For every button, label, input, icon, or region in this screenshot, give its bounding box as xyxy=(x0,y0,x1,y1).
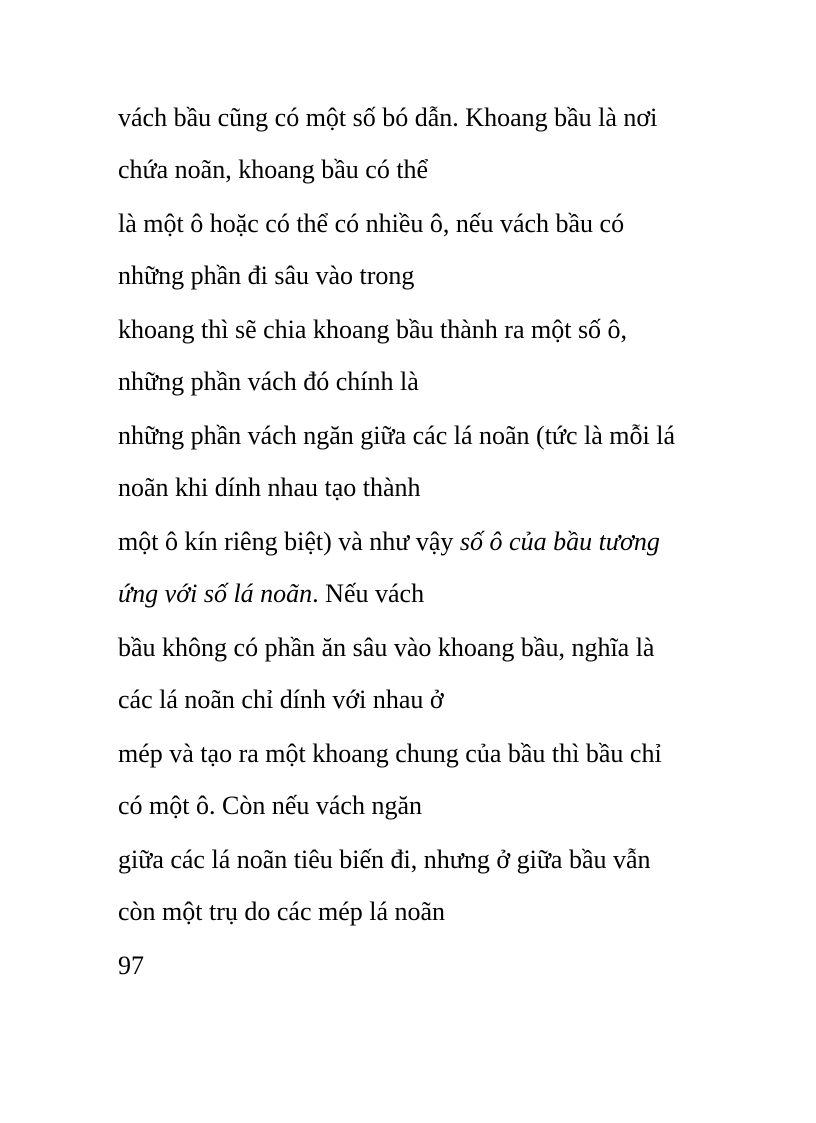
page-number: 97 xyxy=(118,951,144,980)
italic-emphasis: ứng với số lá noãn xyxy=(118,579,313,608)
text-line-mixed xyxy=(118,579,424,609)
text-line: bầu không có phần ăn sâu vào khoang bầu, nghĩa là xyxy=(118,633,655,662)
text-line: còn một trụ do các mép lá noãn xyxy=(118,897,446,926)
text-line: khoang thì sẽ chia khoang bầu thành ra một số ô, xyxy=(118,315,628,344)
text-line: giữa các lá noãn tiêu biến đi, nhưng ở giữa bầu vẫn xyxy=(118,845,651,874)
text-line: những phần đi sâu vào trong xyxy=(118,261,415,290)
italic-emphasis: số ô của bầu tương xyxy=(459,527,660,556)
text-line-mixed xyxy=(118,527,660,557)
text-line: chứa noãn, khoang bầu có thể xyxy=(118,155,429,184)
text-line: có một ô. Còn nếu vách ngăn xyxy=(118,791,422,820)
text-line: noãn khi dính nhau tạo thành xyxy=(118,473,421,502)
text-line: những phần vách đó chính là xyxy=(118,367,419,396)
text-line: các lá noãn chỉ dính với nhau ở xyxy=(118,685,444,714)
text-segment: . Nếu vách xyxy=(312,579,425,608)
text-line: mép và tạo ra một khoang chung của bầu thì bầu chỉ xyxy=(118,739,662,768)
text-segment: một ô kín riêng biệt) và như vậy xyxy=(118,527,460,556)
text-line: những phần vách ngăn giữa các lá noãn (tức là mỗi lá xyxy=(118,421,676,450)
text-line: là một ô hoặc có thể có nhiều ô, nếu vách bầu có xyxy=(118,209,625,238)
text-line: vách bầu cũng có một số bó dẫn. Khoang bầu là nơi xyxy=(118,103,658,132)
